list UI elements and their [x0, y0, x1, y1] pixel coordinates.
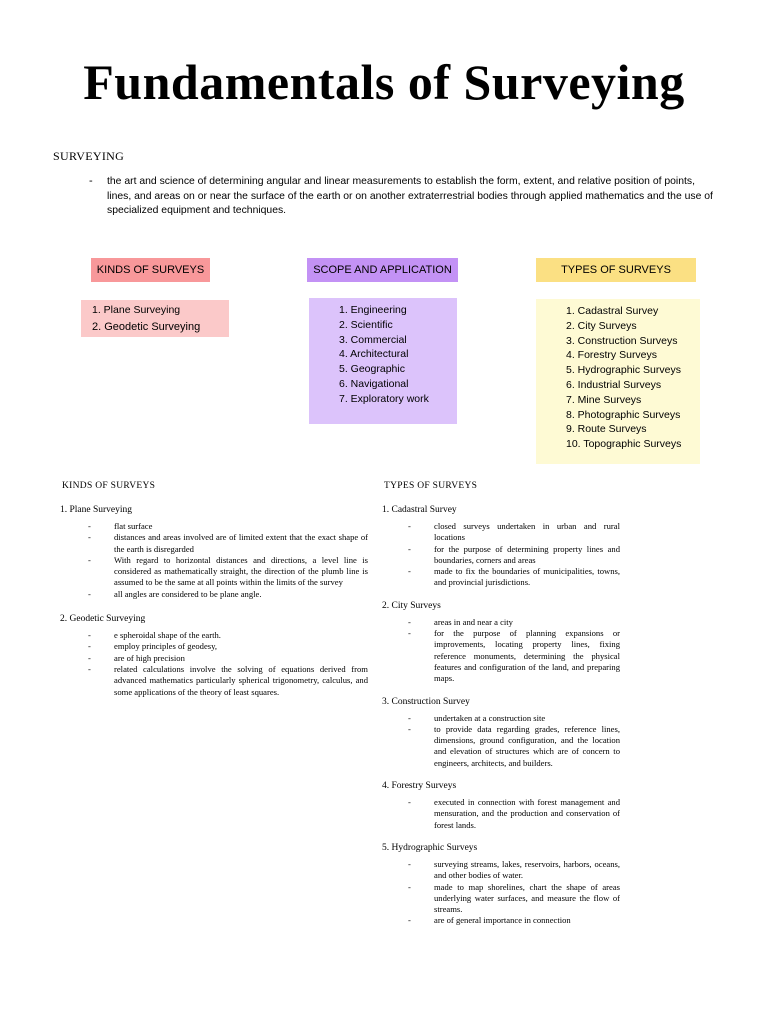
survey-section	[382, 601, 620, 685]
scope-list-item: 1. Engineering	[339, 304, 407, 316]
kinds-box-header: KINDS OF SURVEYS	[91, 258, 210, 282]
types-box	[536, 299, 700, 464]
types-list-item: 6. Industrial Surveys	[566, 378, 662, 391]
surveying-definition: the art and science of determining angular and linear measurements to establish the form, extent, and relative position of points, lines, and areas on or near the surface of the earth or on another extraterrestrial bodies through applied mathematics and the use of specialized equipment and techniques.	[107, 176, 713, 216]
bullet-text: closed surveys undertaken in urban and rural locations	[434, 521, 620, 543]
bullet-text: made to fix the boundaries of municipalities, towns, and provincial jurisdictions.	[434, 566, 620, 588]
bullet-dash: -	[408, 723, 411, 734]
surveying-heading: SURVEYING	[53, 149, 125, 163]
bullet-dash: -	[88, 532, 91, 543]
intro-bullet-dash: -	[89, 175, 93, 187]
survey-section	[382, 843, 620, 927]
section-bullet	[88, 588, 368, 600]
bullet-dash: -	[88, 663, 91, 674]
bullet-dash: -	[408, 628, 411, 639]
kinds-box	[81, 300, 229, 337]
types-list-item: 3. Construction Surveys	[566, 334, 678, 347]
section-bullet	[88, 663, 368, 698]
bullet-text: for the purpose of planning expansions or improvements, locating property lines, fixing reference monuments, determining the physical features and configuration of the land, and preparing maps.	[434, 628, 620, 684]
kinds-list-item: 1. Plane Surveying	[92, 304, 181, 316]
section-title: 3. Construction Survey	[382, 696, 470, 707]
left-column-heading: KINDS OF SURVEYS	[62, 481, 156, 491]
scope-list-item: 5. Geographic	[339, 363, 405, 376]
section-title: 5. Hydrographic Surveys	[382, 842, 478, 853]
kinds-list-item: 2. Geodetic Surveying	[92, 320, 201, 333]
scope-list-item: 6. Navigational	[339, 377, 409, 390]
section-bullet	[408, 628, 620, 684]
types-list-item: 5. Hydrographic Surveys	[566, 364, 681, 377]
bullet-dash: -	[88, 630, 91, 641]
bullet-text: for the purpose of determining property lines and boundaries, corners and areas	[434, 543, 620, 565]
bullet-text: all angles are considered to be plane angle.	[114, 588, 262, 599]
bullet-dash: -	[88, 521, 91, 531]
bullet-dash: -	[88, 554, 91, 565]
types-list-item: 1. Cadastral Survey	[566, 305, 659, 317]
bullet-dash: -	[408, 566, 411, 577]
bullet-text: undertaken at a construction site	[434, 712, 546, 723]
scope-box-header: SCOPE AND APPLICATION	[307, 258, 458, 282]
bullet-text: employ principles of geodesy,	[114, 641, 218, 652]
scope-box	[309, 298, 457, 424]
section-bullet	[408, 797, 620, 831]
scope-list-item: 4. Architectural	[339, 348, 409, 361]
section-bullet	[88, 652, 368, 664]
bullet-text: to provide data regarding grades, reference lines, dimensions, ground configuration, and the location and elevation of structures which are of concern to engineers, architects, and builders.	[434, 723, 620, 768]
section-title: 1. Plane Surveying	[60, 505, 133, 515]
bullet-text: With regard to horizontal distances and directions, a level line is considered as mathematically straight, the direction of the plumb line is assumed to be the same at all points within the limits of the survey	[114, 554, 368, 588]
bullet-dash: -	[408, 616, 411, 627]
section-title: 2. City Surveys	[382, 600, 441, 611]
bullet-text: are of high precision	[114, 652, 185, 663]
bullet-dash: -	[408, 915, 411, 926]
survey-section	[382, 505, 620, 589]
bullet-text: areas in and near a city	[434, 616, 513, 627]
types-box-header: TYPES OF SURVEYS	[536, 258, 696, 282]
scope-list-item: 7. Exploratory work	[339, 392, 429, 405]
types-list-item: 9. Route Surveys	[566, 423, 647, 436]
survey-section	[382, 781, 620, 831]
types-list-item: 7. Mine Surveys	[566, 393, 642, 406]
types-list-item: 4. Forestry Surveys	[566, 349, 658, 362]
types-list-item: 2. City Surveys	[566, 319, 637, 332]
section-title: 1. Cadastral Survey	[382, 505, 457, 515]
section-bullet	[88, 554, 368, 589]
section-bullet	[408, 616, 620, 628]
section-title: 4. Forestry Surveys	[382, 781, 457, 792]
types-list-item: 8. Photographic Surveys	[566, 408, 681, 421]
bullet-text: distances and areas involved are of limited extent that the exact shape of the earth is disregarded	[114, 532, 368, 554]
scope-list-item: 2. Scientific	[339, 318, 393, 331]
left-column	[60, 505, 368, 712]
section-bullet	[408, 521, 620, 544]
scope-list-item: 3. Commercial	[339, 333, 407, 346]
section-title: 2. Geodetic Surveying	[60, 614, 146, 625]
section-bullet	[408, 712, 620, 724]
bullet-dash: -	[408, 521, 411, 531]
section-bullet	[408, 723, 620, 769]
bullet-dash: -	[408, 858, 411, 869]
bullet-dash: -	[408, 797, 411, 808]
bullet-dash: -	[88, 588, 91, 599]
bullet-text: flat surface	[114, 521, 153, 531]
survey-section	[60, 505, 368, 600]
bullet-text: related calculations involve the solving of equations derived from advanced mathematics particularly spherical trigonometry, calculus, and some applications of the theory of least squares.	[114, 663, 368, 697]
section-bullet	[88, 521, 368, 532]
bullet-dash: -	[88, 641, 91, 652]
bullet-text: surveying streams, lakes, reservoirs, harbors, oceans, and other bodies of water.	[434, 858, 620, 881]
section-bullet	[408, 881, 620, 916]
section-bullet	[408, 566, 620, 589]
bullet-dash: -	[408, 712, 411, 723]
section-bullet	[88, 641, 368, 652]
bullet-text: executed in connection with forest management and mensuration, and the production and conservation of forest lands.	[434, 797, 620, 830]
section-bullet	[88, 630, 368, 641]
section-bullet	[408, 543, 620, 567]
right-column-heading: TYPES OF SURVEYS	[384, 481, 478, 491]
survey-section	[382, 697, 620, 769]
section-bullet	[408, 858, 620, 882]
bullet-dash: -	[88, 652, 91, 663]
page-title: Fundamentals of Surveying	[83, 54, 685, 110]
types-list-item: 10. Topographic Surveys	[566, 438, 682, 451]
section-bullet	[88, 532, 368, 555]
section-bullet	[408, 915, 620, 926]
bullet-dash: -	[408, 543, 411, 554]
right-column	[382, 505, 620, 939]
bullet-text: made to map shorelines, chart the shape of areas underlying water surfaces, and measure the flow of streams.	[434, 881, 620, 915]
bullet-text: are of general importance in connection	[434, 915, 571, 926]
bullet-dash: -	[408, 881, 411, 892]
survey-section	[60, 614, 368, 698]
bullet-text: e spheroidal shape of the earth.	[114, 630, 221, 641]
